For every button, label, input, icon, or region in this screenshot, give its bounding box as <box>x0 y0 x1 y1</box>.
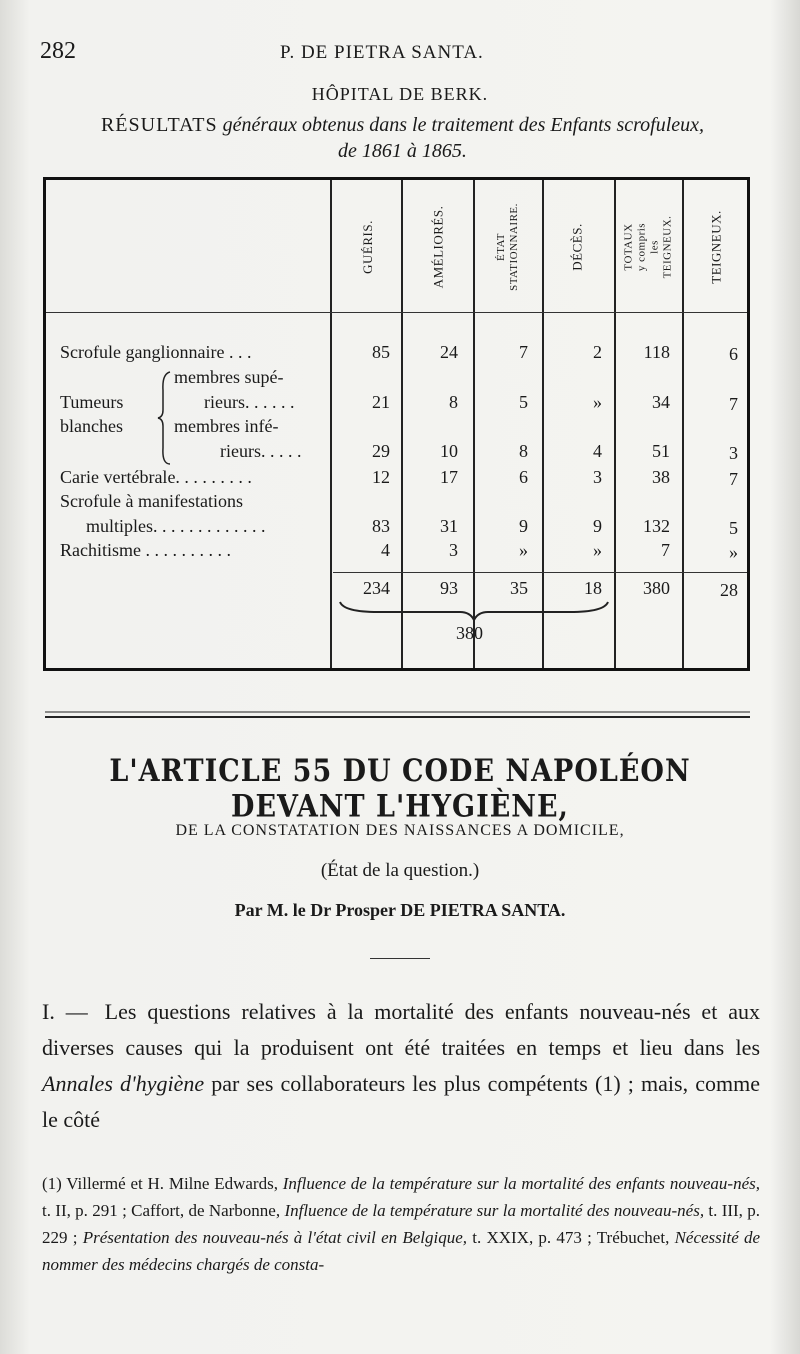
article-byline: Par M. le Dr Prosper DE PIETRA SANTA. <box>234 900 566 920</box>
table-cell: 85 <box>372 342 390 362</box>
footnote-text: t. II, p. 291 ; Caffort, de Narbonne, <box>42 1201 281 1220</box>
table-cell: » <box>593 540 602 560</box>
caption-lead: RÉSULTATS <box>100 114 218 136</box>
table-cell: 34 <box>652 392 670 412</box>
table-cell: 8 <box>449 392 458 412</box>
header-rule <box>46 312 747 313</box>
table-cell: 7 <box>661 540 670 560</box>
row-label-blanches: blanches <box>60 416 123 436</box>
row-label-carie: Carie vertébrale. . . . . . . . . <box>60 467 252 487</box>
row-label-membres-sup-cont: rieurs. . . . . . <box>204 392 295 412</box>
table-cell: 3 <box>593 467 602 487</box>
table-cell: 7 <box>729 394 738 414</box>
footnote-title: Nécessité de nommer des médecins chargés de consta- <box>42 1228 761 1274</box>
table-cell: 5 <box>519 392 528 412</box>
table-cell: 12 <box>372 467 390 487</box>
footnote-text: (1) Villermé et H. Milne Edwards, <box>42 1174 278 1193</box>
table-cell: 17 <box>440 467 458 487</box>
table-cell: 38 <box>652 467 670 487</box>
total-cell: 35 <box>510 578 528 598</box>
row-label-membres-inf-cont: rieurs. . . . . <box>220 441 302 461</box>
total-cell: 93 <box>440 578 458 598</box>
footnote <box>42 1170 760 1278</box>
footnote-title: Présentation des nouveau-nés à l'état civil en Belgique, <box>82 1228 468 1247</box>
paragraph-text: Les questions relatives à la mortalité des enfants nouveau-nés et aux diverses causes qui la produisent ont été traitées en temps et lieu dans les <box>42 999 760 1060</box>
table-cell: 3 <box>449 540 458 560</box>
totals-rule <box>333 572 747 573</box>
table-cell: 83 <box>372 516 390 536</box>
table-cell: 21 <box>372 392 390 412</box>
row-label-multiples: multiples. . . . . . . . . . . . . <box>86 516 266 536</box>
row-label-tumeurs: Tumeurs <box>60 392 124 412</box>
body-paragraph <box>42 994 760 1138</box>
table-cell: 9 <box>519 516 528 536</box>
table-cell: 5 <box>729 518 738 538</box>
table-cell: 6 <box>729 344 738 364</box>
footnote-title: Influence de la température sur la mortalité des enfants nouveau-nés, <box>282 1174 760 1193</box>
col-head-gueris: GUÉRIS. <box>359 220 375 274</box>
footnote-text: t. XXIX, p. 473 ; Trébuchet, <box>472 1228 670 1247</box>
total-brace <box>338 600 610 622</box>
row-label-scrofule-multiple: Scrofule à manifestations <box>60 491 243 511</box>
table-cell: 7 <box>519 342 528 362</box>
table-cell: 31 <box>440 516 458 536</box>
running-title: P. DE PIETRA SANTA. <box>280 42 484 63</box>
table-cell: 4 <box>381 540 390 560</box>
table-caption <box>40 112 765 164</box>
table-cell: 3 <box>729 443 738 463</box>
total-cell: 28 <box>720 580 738 600</box>
table-cell: 29 <box>372 441 390 461</box>
table-cell: 10 <box>440 441 458 461</box>
brace-total: 380 <box>456 623 483 643</box>
table-cell: 9 <box>593 516 602 536</box>
row-label-membres-inf: membres infé- <box>174 416 279 436</box>
table-cell: 8 <box>519 441 528 461</box>
paragraph-text-end: par ses collaborateurs les plus compétents (1) ; mais, comme le côté <box>42 1071 760 1132</box>
total-cell: 234 <box>363 578 390 598</box>
table-cell: 118 <box>643 342 670 362</box>
table-cell: » <box>729 542 738 562</box>
article-state: (État de la question.) <box>320 860 480 881</box>
col-head-deces: DÉCÈS. <box>569 223 585 271</box>
journal-title: Annales d'hygiène <box>42 1071 205 1096</box>
table-cell: » <box>593 392 602 412</box>
total-cell: 380 <box>643 578 670 598</box>
col-head-totaux: TOTAUX y compris les TEIGNEUX. <box>622 215 674 279</box>
row-label-scrofule-ganglionnaire: Scrofule ganglionnaire . . . <box>60 342 252 362</box>
caption-years: de 1861 à 1865. <box>338 140 467 162</box>
caption-rest: généraux obtenus dans le traitement des Enfants scrofuleux, <box>217 114 705 136</box>
table-cell: 7 <box>729 469 738 489</box>
col-head-teigneux: TEIGNEUX. <box>709 210 724 284</box>
running-head <box>40 38 760 68</box>
total-cell: 18 <box>584 578 602 598</box>
results-table <box>43 177 750 671</box>
table-cell: 4 <box>593 441 602 461</box>
row-brace <box>156 370 174 466</box>
row-label-rachitisme: Rachitisme . . . . . . . . . . <box>60 540 231 560</box>
col-head-ameliores: AMÉLIORÉS. <box>430 205 446 289</box>
table-cell: 51 <box>652 441 670 461</box>
footnote-text: t. III, p. 229 ; <box>42 1201 760 1247</box>
table-cell: 132 <box>643 516 670 536</box>
section-rule <box>45 710 750 720</box>
table-hospital-title: HÔPITAL DE BERK. <box>311 84 489 104</box>
table-cell: » <box>519 540 528 560</box>
table-cell: 6 <box>519 467 528 487</box>
table-cell: 2 <box>593 342 602 362</box>
page-number: 282 <box>40 38 76 64</box>
col-head-stationnaire: ÉTAT STATIONNAIRE. <box>495 203 520 291</box>
paragraph-lead: I. — <box>42 999 88 1024</box>
footnote-title: Influence de la température sur la mortalité des nouveau-nés, <box>284 1201 705 1220</box>
divider <box>370 958 430 959</box>
article-subtitle: DE LA CONSTATATION DES NAISSANCES A DOMICILE, <box>175 822 625 839</box>
table-cell: 24 <box>440 342 458 362</box>
article-title: L'ARTICLE 55 DU CODE NAPOLÉON DEVANT L'HYGIÈNE, <box>109 753 691 825</box>
row-label-membres-sup: membres supé- <box>174 367 284 387</box>
